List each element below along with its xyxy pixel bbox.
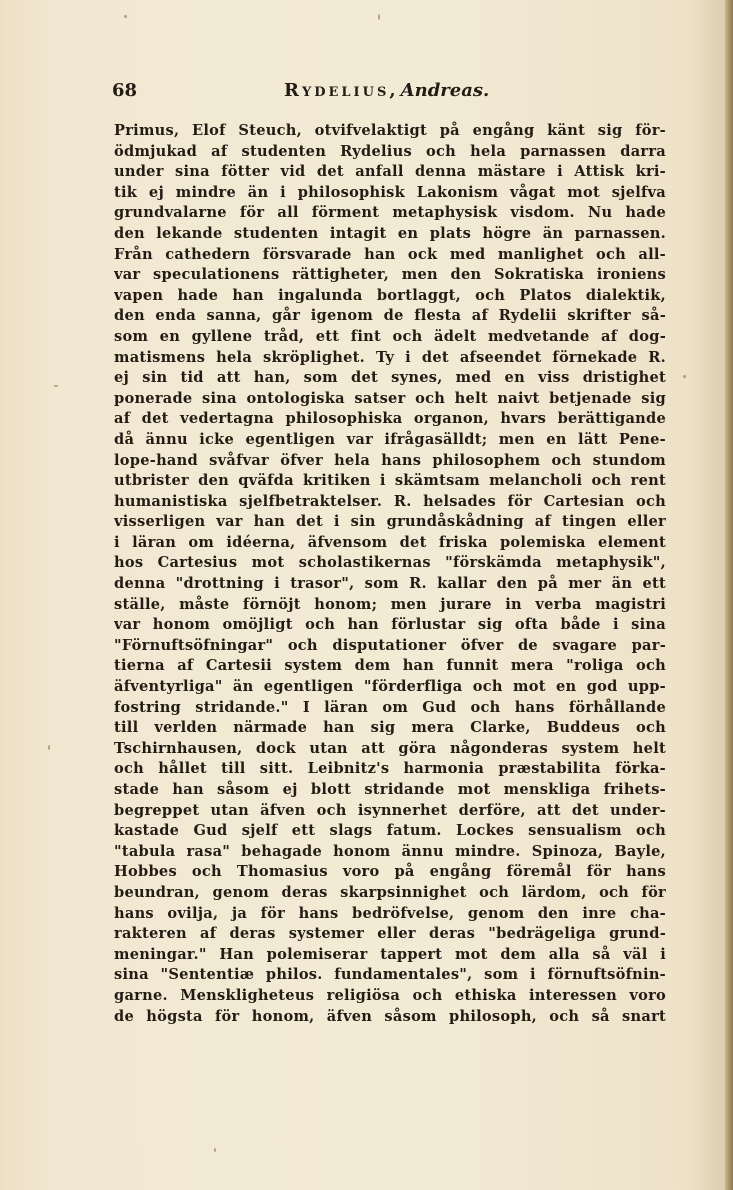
text-line: hos Cartesius mot scholastikernas "förskämda metaphysik", [114,554,666,572]
text-line: visserligen var han det i sin grundåskådning af tingen eller [114,513,666,531]
page-edge [725,0,733,1190]
text-line: denna "drottning i trasor", som R. kallar den på mer än ett [114,575,666,593]
text-line: utbrister den qväfda kritiken i skämtsam melancholi och rent [114,472,666,490]
text-line: Primus, Elof Steuch, otvifvelaktigt på engång känt sig för- [114,122,666,139]
paper-speck [214,1148,216,1152]
text-line: äfventyrliga" än egentligen "förderfliga och mot en god upp- [114,678,666,696]
text-line: Från cathedern försvarade han ock med manlighet och all- [114,245,666,263]
text-line: "Förnuftsöfningar" och disputationer öfver de svagare par- [114,636,666,654]
text-line: ställe, måste förnöjt honom; men jurare in verba magistri [114,595,666,613]
text-line: den enda sanna, går igenom de flesta af Rydelii skrifter så- [114,307,666,325]
text-line: garne. Menskligheteus religiösa och ethiska interessen voro [114,986,666,1004]
text-line: ej sin tid att han, som det synes, med en viss dristighet [114,369,666,387]
text-line: var honom omöjligt och han förlustar sig ofta både i sina [114,616,666,634]
paper-speck [54,385,58,387]
text-line: tierna af Cartesii system dem han funnit mera "roliga och [114,657,666,675]
text-line: grundvalarne för all förment metaphysisk visdom. Nu hade [114,204,666,222]
text-line: ponerade sina ontologiska satser och helt naivt betjenade sig [114,389,666,407]
text-line: den lekande studenten intagit en plats högre än parnassen. [114,224,666,242]
running-header [112,80,542,106]
text-line: till verlden närmade han sig mera Clarke, Buddeus och [114,719,666,737]
text-line: fostring stridande." I läran om Gud och hans förhållande [114,698,666,716]
paper-speck [48,745,50,750]
text-line: rakteren af deras systemer eller deras "bedrägeliga grund- [114,925,666,943]
paper-speck [378,14,380,20]
text-line: kastade Gud sjelf ett slags fatum. Lockes sensualism och [114,822,666,840]
text-line: de högsta för honom, äfven såsom philosoph, och så snart [114,1007,666,1025]
text-line: tik ej mindre än i philosophisk Lakonism vågat mot sjelfva [114,183,666,201]
text-line: och hållet till sitt. Leibnitz's harmonia præstabilita förka- [114,760,666,778]
text-line: hans ovilja, ja för hans bedröfvelse, genom den inre cha- [114,904,666,922]
running-title: Rydelius, Andreas. [284,80,490,101]
text-line: ödmjukad af studenten Rydelius och hela parnassen darra [114,142,666,160]
text-line: matismens hela skröplighet. Ty i det afseendet förnekade R. [114,348,666,366]
text-line: i läran om idéerna, äfvensom det friska polemiska element [114,533,666,551]
text-line: Tschirnhausen, dock utan att göra någonderas system helt [114,739,666,757]
paper-speck [124,15,127,18]
text-line: vapen hade han ingalunda bortlaggt, och Platos dialektik, [114,286,666,304]
page-number: 68 [112,80,138,101]
text-line: "tabula rasa" behagade honom ännu mindre. Spinoza, Bayle, [114,842,666,860]
text-line: som en gyllene tråd, ett fint och ädelt medvetande af dog- [114,327,666,345]
text-line: meningar." Han polemiserar tappert mot dem alla så väl i [114,945,666,963]
text-line: humanistiska sjelfbetraktelser. R. helsades för Cartesian och [114,492,666,510]
text-line: begreppet utan äfven och isynnerhet derföre, att det under- [114,801,666,819]
body-text [114,121,666,1027]
running-title-first-name: Andreas. [400,80,490,101]
text-line: under sina fötter vid det anfall denna mästare i Attisk kri- [114,163,666,181]
text-line: stade han såsom ej blott stridande mot menskliga frihets- [114,781,666,798]
running-title-surname: Rydelius [284,80,390,101]
text-line: då ännu icke egentligen var ifrågasälldt; men en lätt Pene- [114,430,666,448]
text-line: lope-hand svåfvar öfver hela hans philosophem och stundom [114,451,666,469]
text-line: sina "Sententiæ philos. fundamentales", som i förnuftsöfnin- [114,966,666,984]
text-line: af det vedertagna philosophiska organon, hvars berättigande [114,410,666,428]
text-line: var speculationens rättigheter, men den Sokratiska ironiens [114,266,666,284]
paper-speck [683,375,686,378]
text-line: beundran, genom deras skarpsinnighet och lärdom, och för [114,883,666,901]
text-line: Hobbes och Thomasius voro på engång föremål för hans [114,863,666,881]
